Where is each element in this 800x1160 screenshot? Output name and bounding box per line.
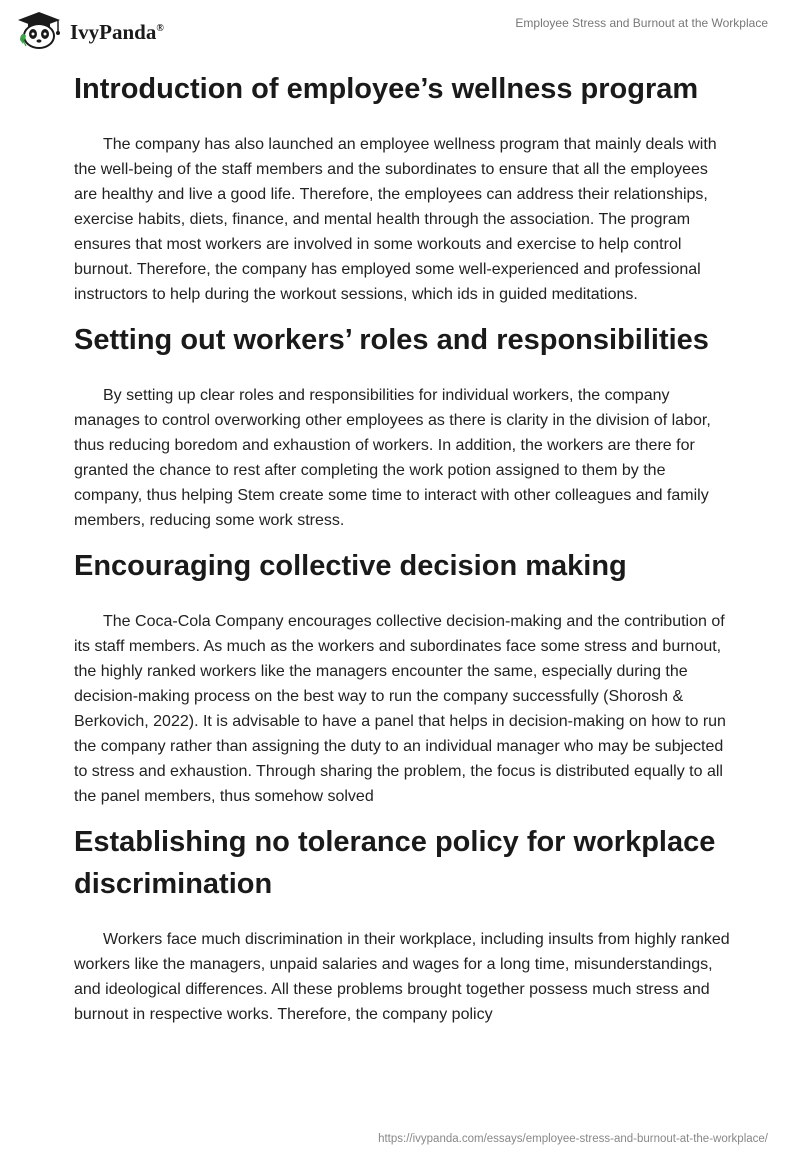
logo-text: IvyPanda®: [70, 20, 164, 44]
source-url-link[interactable]: https://ivypanda.com/essays/employee-stress-and-burnout-at-the-workplace/: [378, 1133, 768, 1145]
ivypanda-logo[interactable]: [14, 10, 164, 55]
panda-logo-icon: [14, 10, 64, 55]
section-paragraph: The Coca-Cola Company encourages collective decision-making and the contribution of its staff members. As much as the workers and subordinates face some stress and burnout, the highly ranked workers like the managers encounter the same, especially during the decision-making process on the best way to run the company successfully (Shorosh & Berkovich, 2022). It is advisable to have a panel that helps in decision-making on how to run the company rather than assigning the duty to an individual manager who may be subjected to stress and exhaustion. Through sharing the problem, the focus is distributed equally to all the panel members, thus somehow solved: [74, 613, 726, 805]
section-heading: Introduction of employee’s wellness program: [74, 73, 699, 105]
section-paragraph: The company has also launched an employee wellness program that mainly deals with the well-being of the staff members and the subordinates to ensure that all the employees are healthy and live a good life. Therefore, the employees can address their relationships, exercise habits, diets, finance, and mental health through the association. The program ensures that most workers are involved in some workouts and exercise to help control burnout. Therefore, the company has employed some well-experienced and professional instructors to help during the workout sessions, which ids in guided meditations.: [74, 136, 717, 303]
section-paragraph: By setting up clear roles and responsibilities for individual workers, the company manages to control overworking other employees as there is clarity in the division of labor, thus reducing boredom and exhaustion of workers. In addition, the workers are there for granted the chance to rest after completing the work potion assigned to them by the company, thus helping Stem create some time to interact with other colleagues and family members, reducing some work stress.: [74, 387, 711, 529]
section-heading: Establishing no tolerance policy for workplace discrimination: [74, 826, 716, 900]
section-heading: Setting out workers’ roles and responsibilities: [74, 324, 709, 356]
article-content: [74, 68, 734, 1039]
page-header: [0, 0, 800, 60]
document-title: Employee Stress and Burnout at the Workplace: [515, 16, 768, 30]
section-heading: Encouraging collective decision making: [74, 550, 627, 582]
section-paragraph: Workers face much discrimination in their workplace, including insults from highly ranked workers like the managers, unpaid salaries and wages for a long time, misunderstandings, and ideological differences. All these problems brought together possess much stress and burnout in respective works. Therefore, the company policy: [74, 931, 730, 1023]
